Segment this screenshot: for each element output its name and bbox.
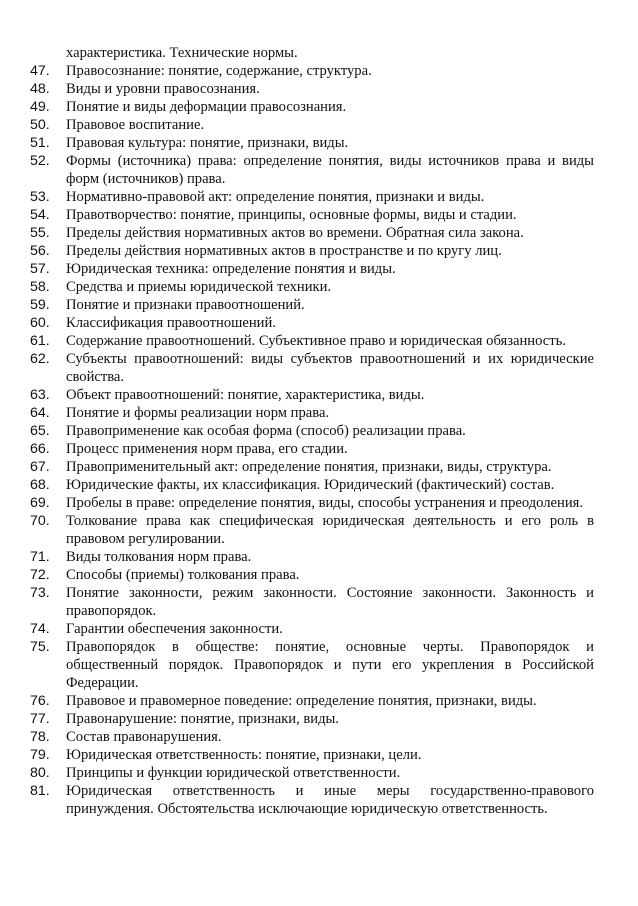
list-item (30, 224, 594, 242)
item-number: 72. (30, 567, 50, 583)
item-number: 61. (30, 333, 50, 349)
list-item (30, 710, 594, 728)
item-number: 74. (30, 621, 50, 637)
item-number: 50. (30, 117, 50, 133)
item-number: 51. (30, 135, 50, 151)
list-item (30, 728, 594, 746)
item-text: Правотворчество: понятие, принципы, основные формы, виды и стадии. (66, 207, 517, 223)
item-text: Субъекты правоотношений: виды субъектов правоотношений и их юридические свойства. (66, 351, 594, 385)
list-item (30, 62, 594, 80)
list-item (30, 116, 594, 134)
item-text: Формы (источника) права: определение понятия, виды источников права и виды форм (источников) права. (66, 153, 594, 187)
item-text: Понятие и виды деформации правосознания. (66, 99, 347, 115)
list-item (30, 566, 594, 584)
item-text: Юридическая ответственность: понятие, признаки, цели. (66, 747, 422, 763)
item-number: 67. (30, 459, 50, 475)
item-text: Гарантии обеспечения законности. (66, 621, 283, 637)
item-text: Правоприменительный акт: определение понятия, признаки, виды, структура. (66, 459, 552, 475)
item-number: 71. (30, 549, 50, 565)
list-item (30, 638, 594, 692)
list-item (30, 512, 594, 548)
item-number: 79. (30, 747, 50, 763)
item-text: Виды толкования норм права. (66, 549, 252, 565)
item-number: 80. (30, 765, 50, 781)
list-item (30, 746, 594, 764)
item-number: 66. (30, 441, 50, 457)
item-text: Юридическая техника: определение понятия и виды. (66, 261, 396, 277)
list-item (30, 152, 594, 188)
list-item (30, 260, 594, 278)
item-number: 68. (30, 477, 50, 493)
list-item (30, 296, 594, 314)
list-item (30, 620, 594, 638)
item-number: 81. (30, 783, 50, 799)
item-text: Пределы действия нормативных актов во времени. Обратная сила закона. (66, 225, 524, 241)
item-number: 63. (30, 387, 50, 403)
item-number: 52. (30, 153, 50, 169)
list-item (30, 494, 594, 512)
item-text: Понятие и признаки правоотношений. (66, 297, 305, 313)
item-number: 57. (30, 261, 50, 277)
list-item (30, 692, 594, 710)
list-item (30, 584, 594, 620)
list-item (30, 548, 594, 566)
list-item (30, 188, 594, 206)
item-text: Принципы и функции юридической ответственности. (66, 765, 401, 781)
list-item (30, 386, 594, 404)
item-number: 56. (30, 243, 50, 259)
item-text: Состав правонарушения. (66, 729, 222, 745)
list-item (30, 332, 594, 350)
item-text: Средства и приемы юридической техники. (66, 279, 332, 295)
item-text: Классификация правоотношений. (66, 315, 276, 331)
item-text: Правоприменение как особая форма (способ) реализации права. (66, 423, 466, 439)
item-number: 75. (30, 639, 50, 655)
item-number: 54. (30, 207, 50, 223)
item-text: Правонарушение: понятие, признаки, виды. (66, 711, 339, 727)
item-number: 78. (30, 729, 50, 745)
list-item (30, 782, 594, 818)
item-text: Толкование права как специфическая юридическая деятельность и его роль в правовом регулировании. (66, 513, 594, 547)
list-item (30, 206, 594, 224)
list-item (30, 404, 594, 422)
item-text: Процесс применения норм права, его стадии. (66, 441, 348, 457)
item-number: 65. (30, 423, 50, 439)
list-item (30, 764, 594, 782)
item-number: 53. (30, 189, 50, 205)
item-text: Юридическая ответственность и иные меры государственно-правового принуждения. Обстоятельства исключающие юридическую ответственность. (66, 783, 594, 817)
item-number: 47. (30, 63, 50, 79)
item-text: Пределы действия нормативных актов в пространстве и по кругу лиц. (66, 243, 502, 259)
item-text: Способы (приемы) толкования права. (66, 567, 300, 583)
item-number: 64. (30, 405, 50, 421)
list-item (30, 422, 594, 440)
list-item (30, 242, 594, 260)
list-item (30, 458, 594, 476)
item-text: Правовое и правомерное поведение: определение понятия, признаки, виды. (66, 693, 537, 709)
item-text: Содержание правоотношений. Субъективное право и юридическая обязанность. (66, 333, 566, 349)
item-number: 49. (30, 99, 50, 115)
exam-questions-list (30, 62, 594, 818)
item-text: Нормативно-правовой акт: определение понятия, признаки и виды. (66, 189, 485, 205)
list-item (30, 134, 594, 152)
list-item (30, 350, 594, 386)
item-text: Пробелы в праве: определение понятия, виды, способы устранения и преодоления. (66, 495, 584, 511)
item-number: 73. (30, 585, 50, 601)
item-text: Правопорядок в обществе: понятие, основные черты. Правопорядок и общественный порядок. Правопорядок и пути его укрепления в Российской Федерации. (66, 639, 594, 691)
list-item (30, 476, 594, 494)
continuation-text: характеристика. Технические нормы. (66, 45, 298, 61)
item-text: Правосознание: понятие, содержание, структура. (66, 63, 372, 79)
item-text: Понятие и формы реализации норм права. (66, 405, 330, 421)
item-number: 58. (30, 279, 50, 295)
item-number: 48. (30, 81, 50, 97)
item-text: Правовое воспитание. (66, 117, 205, 133)
item-number: 77. (30, 711, 50, 727)
list-item (30, 278, 594, 296)
item-text: Правовая культура: понятие, признаки, виды. (66, 135, 349, 151)
item-text: Понятие законности, режим законности. Состояние законности. Законность и правопорядок. (66, 585, 594, 619)
list-item (30, 314, 594, 332)
item-number: 55. (30, 225, 50, 241)
list-item (30, 440, 594, 458)
list-item (30, 98, 594, 116)
item-number: 69. (30, 495, 50, 511)
item-text: Виды и уровни правосознания. (66, 81, 260, 97)
item-number: 62. (30, 351, 50, 367)
item-text: Юридические факты, их классификация. Юридический (фактический) состав. (66, 477, 555, 493)
item-text: Объект правоотношений: понятие, характеристика, виды. (66, 387, 425, 403)
item-number: 70. (30, 513, 50, 529)
item-number: 59. (30, 297, 50, 313)
list-item (30, 80, 594, 98)
item-number: 60. (30, 315, 50, 331)
item-number: 76. (30, 693, 50, 709)
